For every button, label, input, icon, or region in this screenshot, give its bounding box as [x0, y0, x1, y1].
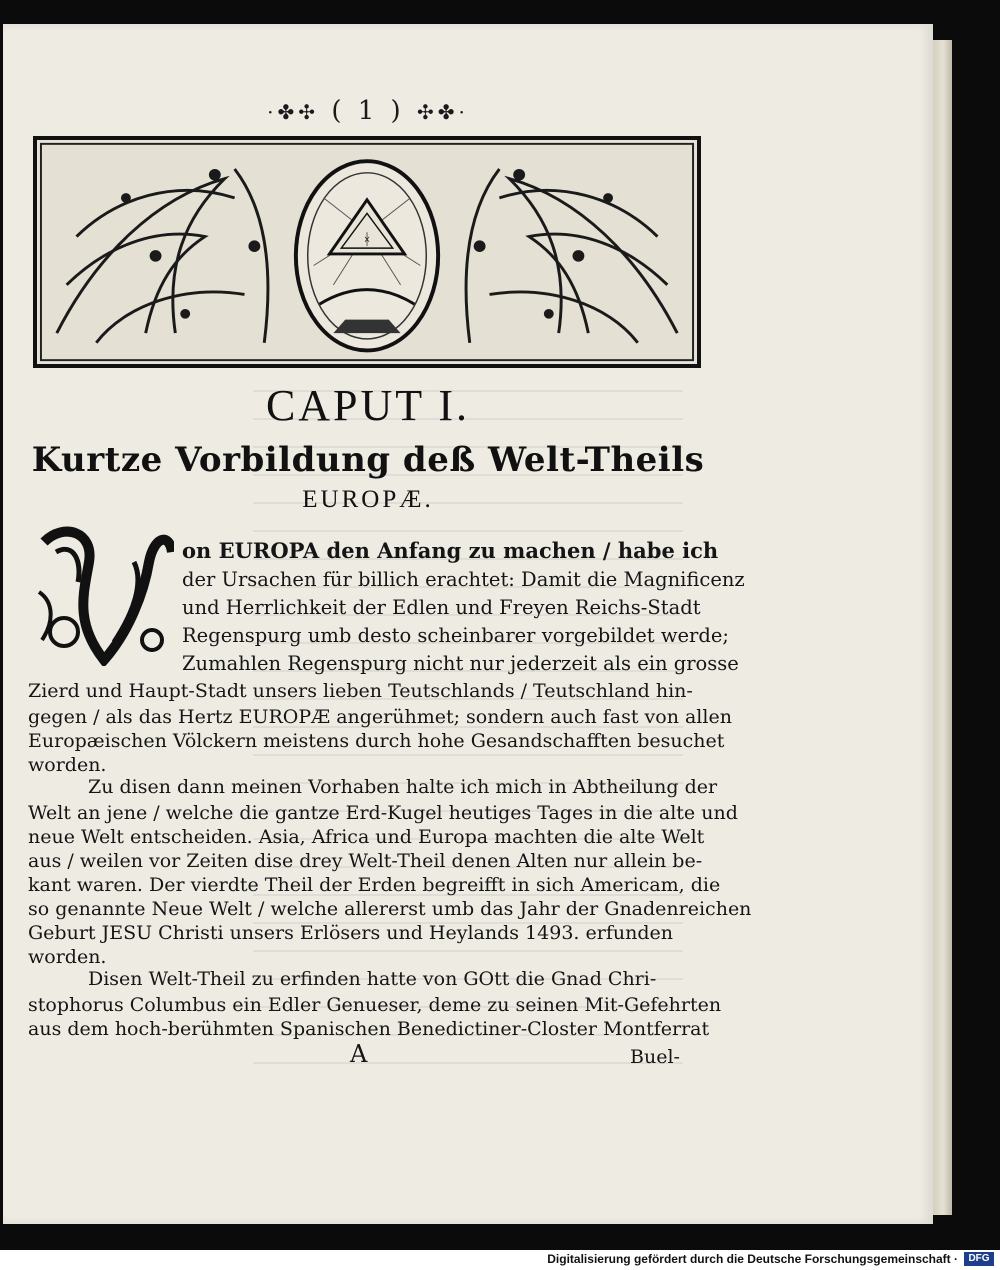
text-line: und Herrlichkeit der Edlen und Freyen Reichs-Stadt — [182, 596, 701, 619]
credit-bar — [0, 1250, 1000, 1270]
decorated-initial-icon — [34, 522, 174, 666]
text-line: Zierd und Haupt-Stadt unsers lieben Teutschlands / Teutschland hin- — [28, 680, 693, 702]
text-line: Zu disen dann meinen Vorhaben halte ich mich in Abtheilung der — [88, 776, 718, 798]
woodcut-headpiece-icon — [37, 140, 697, 364]
text-line: gegen / als das Hertz EUROPÆ angerühmet; sondern auch fast von allen — [28, 706, 732, 728]
ornament-right-icon: ✣✤· — [416, 100, 469, 124]
woodcut-headpiece — [33, 136, 701, 368]
page-number — [0, 96, 736, 126]
text-line: Geburt JESU Christi unsers Erlösers und Heylands 1493. erfunden — [28, 922, 673, 944]
text-line: Zumahlen Regenspurg nicht nur jederzeit als ein grosse — [182, 652, 739, 675]
text-line: Disen Welt-Theil zu erfinden hatte von GOtt die Gnad Chri- — [88, 968, 657, 990]
svg-text:ᚼ: ᚼ — [362, 230, 372, 249]
text-line: der Ursachen für billich erachtet: Damit die Magnificenz — [182, 568, 745, 591]
page-number-text: ( 1 ) — [331, 96, 405, 126]
decorated-initial — [34, 522, 174, 666]
text-line: kant waren. Der vierdte Theil der Erden begreifft in sich Americam, die — [28, 874, 721, 896]
text-line: neue Welt entscheiden. Asia, Africa und Europa machten die alte Welt — [28, 826, 705, 848]
credit-text: Digitalisierung gefördert durch die Deutsche Forschungsgemeinschaft · — [547, 1252, 958, 1266]
text-line: Europæischen Völckern meistens durch hohe Gesandschafften besuchet — [28, 730, 725, 752]
text-line: on EUROPA den Anfang zu machen / habe ich — [182, 538, 719, 563]
ornament-left-icon: ·✤✣ — [267, 100, 320, 124]
chapter-heading: Kurtze Vorbildung deß Welt-Theils — [31, 440, 705, 480]
dfg-logo: DFG — [964, 1252, 994, 1266]
text-line: stophorus Columbus ein Edler Genueser, deme zu seinen Mit-Gefehrten — [28, 994, 722, 1016]
text-line: so genannte Neue Welt / welche allererst umb das Jahr der Gnadenreichen — [28, 898, 752, 920]
catchword: Buel- — [630, 1046, 680, 1068]
text-line: Regenspurg umb desto scheinbarer vorgebildet werde; — [182, 624, 729, 647]
text-line: worden. — [28, 754, 107, 776]
text-line: worden. — [28, 946, 107, 968]
chapter-subheading: EUROPÆ. — [302, 486, 434, 513]
chapter-title: CAPUT I. — [265, 381, 471, 430]
text-line: Welt an jene / welche die gantze Erd-Kugel heutiges Tages in die alte und — [28, 802, 738, 824]
signature-mark: A — [350, 1040, 368, 1068]
text-line: aus / weilen vor Zeiten dise drey Welt-Theil denen Alten nur allein be- — [28, 850, 703, 872]
text-line: aus dem hoch-berühmten Spanischen Benedictiner-Closter Montferrat — [28, 1018, 710, 1040]
page-edge — [930, 40, 952, 1215]
